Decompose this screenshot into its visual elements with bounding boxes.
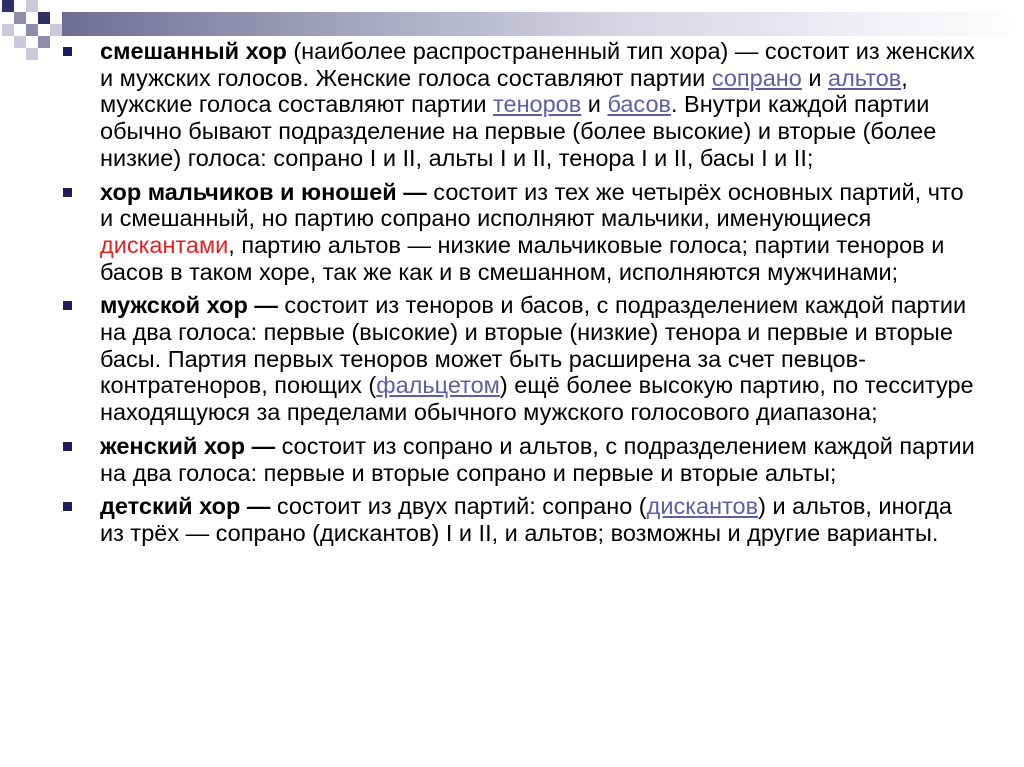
text: и [581, 91, 608, 118]
deco-square [26, 48, 38, 60]
deco-square [38, 36, 50, 48]
deco-square [38, 12, 50, 24]
list-item-male-choir [62, 292, 982, 426]
square-bullet-icon [63, 502, 72, 511]
header-bar [62, 12, 1024, 36]
term: смешанный хор [100, 38, 287, 64]
text: состоит из сопрано и альтов, с подразделением каждой партии на два голоса: первые и вторые сопрано и первые и вторые альты; [100, 432, 975, 486]
square-bullet-icon [63, 47, 72, 56]
text: и [801, 64, 829, 91]
square-bullet-icon [63, 301, 72, 310]
bullet-list [62, 38, 982, 554]
link-basses[interactable]: басов [607, 91, 671, 118]
text: . Внутри каждой партии обычно бывают подразделение на первые (более высокие) и вторые (более низкие) голоса: сопрано I и II, альты I и II, тенора I и II, басы I и II; [100, 91, 937, 171]
deco-square [2, 24, 14, 36]
text: , мужские голоса составляют партии [100, 64, 908, 118]
square-bullet-icon [63, 188, 72, 197]
term: женский хор — [100, 432, 276, 459]
text: ) и альтов, иногда из трёх — сопрано (дискантов) I и II, и альтов; возможны и другие варианты. [100, 493, 952, 546]
list-item-female-choir [62, 433, 982, 486]
link-falsetto[interactable]: фальцетом [376, 372, 500, 399]
text: , партию альтов — низкие мальчиковые голоса; партии теноров и басов в таком хоре, так же как и в смешанном, исполняются мужчинами; [100, 231, 945, 285]
list-item-boys-choir [62, 179, 982, 286]
square-bullet-icon [63, 442, 72, 451]
list-item-mixed-choir [62, 38, 982, 172]
link-tenors[interactable]: теноров [493, 91, 582, 118]
term: детский хор — [100, 493, 271, 520]
text: ) ещё более высокую партию, по тесситуре находящуюся за пределами обычного мужского голосового диапазона; [100, 372, 974, 426]
deco-square [26, 24, 38, 36]
text: состоит из теноров и басов, с подразделением каждой партии на два голоса: первые (высокие) и вторые (низкие) тенора и первые и вторые басы. Партия первых теноров может быть расширена за счет певцов-контратеноров, поющих ( [100, 292, 967, 399]
deco-square [14, 36, 26, 48]
link-altos[interactable]: альтов [828, 64, 902, 91]
deco-square [50, 24, 62, 36]
link-descants[interactable]: дискантов [646, 493, 759, 520]
text: состоит из тех же четырёх основных партий, что и смешанный, но партию сопрано исполняют мальчики, именующиеся [100, 178, 964, 232]
text: состоит из двух партий: сопрано ( [270, 493, 647, 520]
deco-square [26, 0, 38, 12]
deco-square [2, 0, 14, 12]
term: хор мальчиков и юношей — [100, 178, 427, 205]
link-soprano[interactable]: сопрано [711, 64, 802, 91]
list-item-childrens-choir [62, 493, 982, 546]
text: (наиболее распространенный тип хора) — состоит из женских и мужских голосов. Женские голоса составляют партии [100, 38, 975, 91]
deco-square [14, 12, 26, 24]
highlight-descants: дискантами [100, 231, 229, 258]
term: мужской хор — [100, 292, 278, 319]
